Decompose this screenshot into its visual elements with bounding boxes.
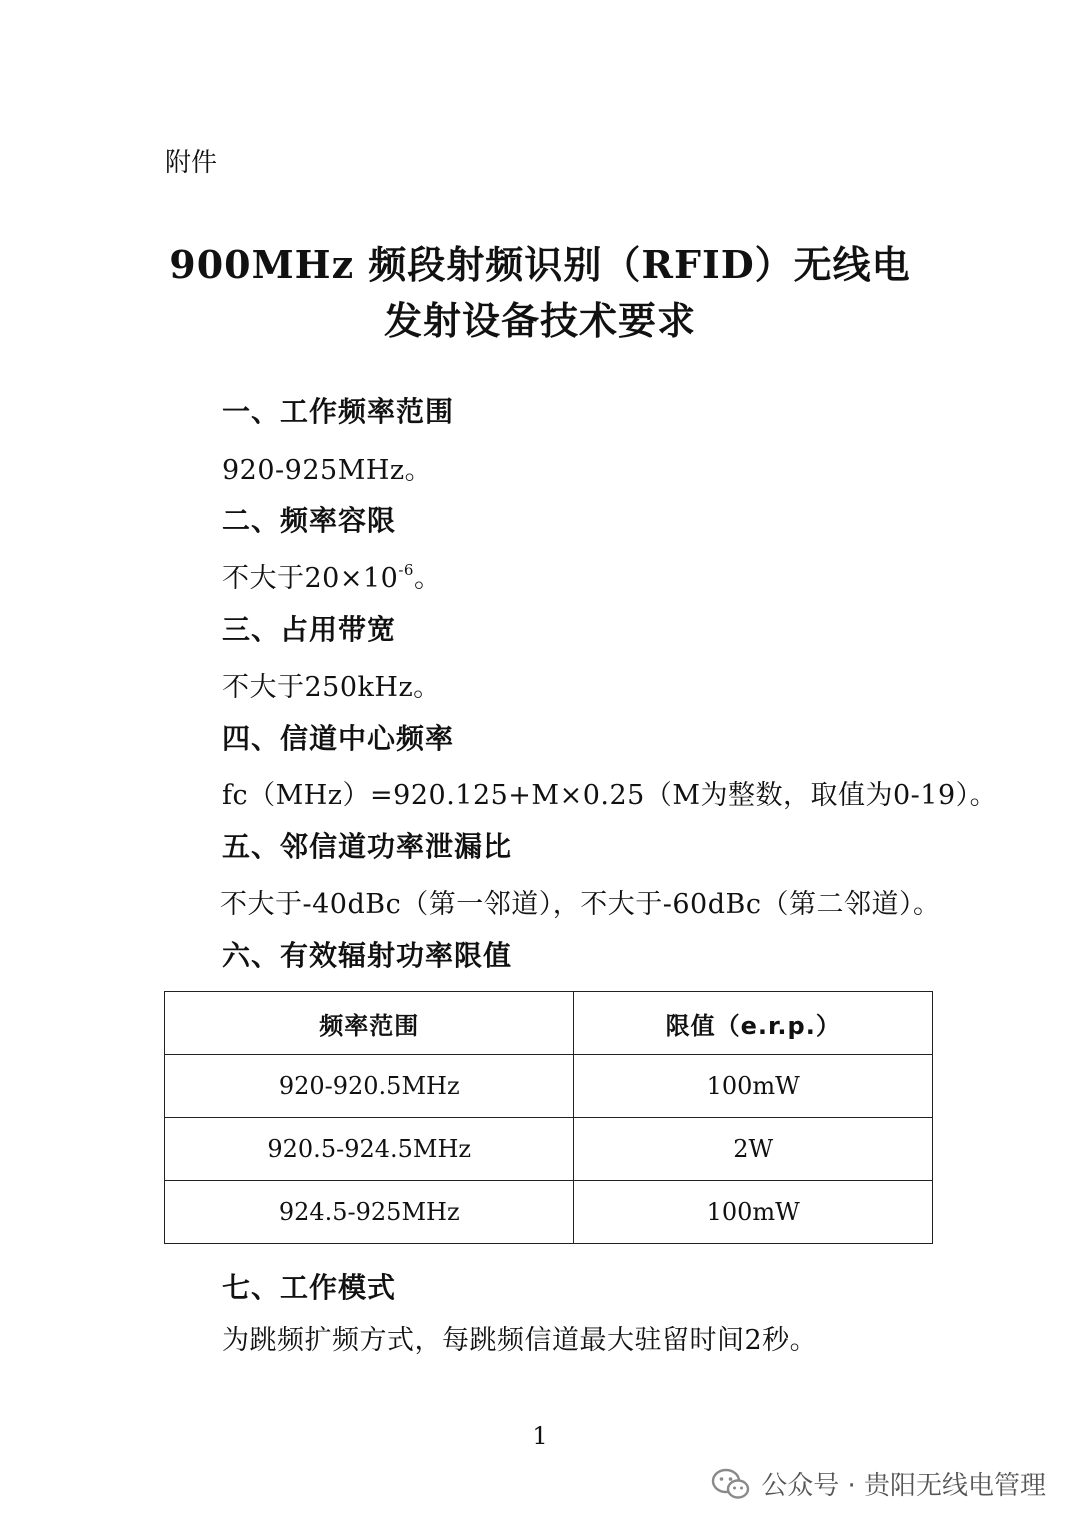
table-cell-frequency: 924.5-925MHz [165, 1181, 574, 1244]
section-1-text: 920-925MHz。 [222, 455, 433, 486]
table-cell-limit: 100mW [574, 1055, 933, 1118]
table-cell-frequency: 920.5-924.5MHz [165, 1118, 574, 1181]
section-5-text: 不大于-40dBc（第一邻道），不大于-60dBc（第二邻道）。 [220, 889, 941, 920]
section-6-heading: 六、有效辐射功率限值 [222, 939, 513, 972]
section-2-exponent: -6 [398, 561, 414, 579]
page-number: 1 [532, 1422, 548, 1450]
section-3-text: 不大于250kHz。 [222, 672, 441, 703]
table-row [165, 1055, 933, 1118]
section-7-heading: 七、工作模式 [222, 1271, 397, 1304]
section-2-text-suffix: 。 [413, 563, 442, 594]
table-header-row [165, 992, 933, 1055]
section-2-text-prefix: 不大于20×10 [222, 563, 399, 594]
table-row [165, 1181, 933, 1244]
section-1-heading: 一、工作频率范围 [222, 395, 455, 428]
attachment-label: 附件 [165, 148, 218, 178]
section-5-heading: 五、邻信道功率泄漏比 [222, 830, 513, 863]
table-row [165, 1118, 933, 1181]
section-7-text: 为跳频扩频方式，每跳频信道最大驻留时间2秒。 [222, 1325, 818, 1356]
table-header-frequency: 频率范围 [165, 992, 574, 1055]
table-cell-frequency: 920-920.5MHz [165, 1055, 574, 1118]
section-2-text [222, 556, 441, 595]
section-3-heading: 三、占用带宽 [222, 613, 397, 646]
document-title-line-1: 900MHz 频段射频识别（RFID）无线电 [169, 242, 911, 287]
section-4-heading: 四、信道中心频率 [222, 722, 455, 755]
table-header-limit: 限值（e.r.p.） [574, 992, 933, 1055]
wechat-watermark [711, 1465, 1046, 1502]
erp-limits-table [164, 991, 933, 1244]
wechat-icon [711, 1467, 751, 1501]
table-cell-limit: 100mW [574, 1181, 933, 1244]
section-4-text: fc（MHz）=920.125+M×0.25（M为整数，取值为0-19）。 [222, 780, 998, 811]
section-2-heading: 二、频率容限 [222, 504, 397, 537]
watermark-text: 公众号 · 贵阳无线电管理 [761, 1471, 1046, 1501]
document-title-line-2: 发射设备技术要求 [383, 298, 696, 343]
table-cell-limit: 2W [574, 1118, 933, 1181]
